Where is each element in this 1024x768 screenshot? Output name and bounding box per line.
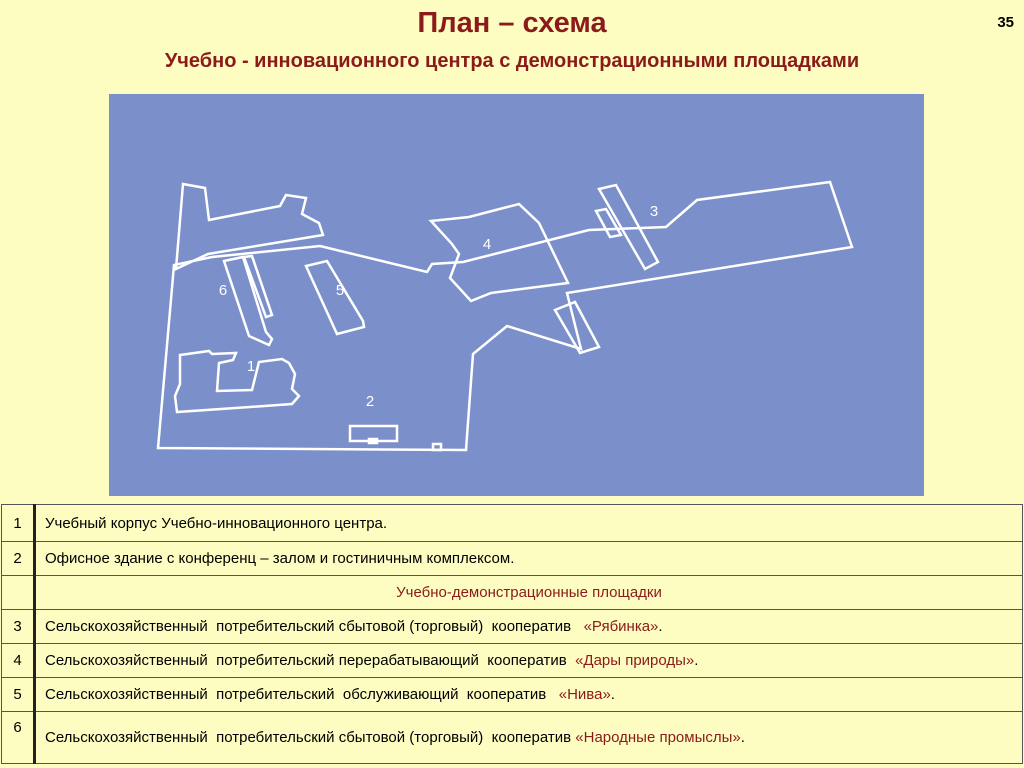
building-2-label: 2 — [365, 393, 375, 410]
legend-table — [1, 504, 1023, 764]
table-row — [2, 678, 1023, 712]
gate-marker — [433, 444, 441, 450]
cooperative-name: «Рябинка» — [583, 618, 659, 635]
row-number: 2 — [2, 542, 35, 576]
cooperative-name: «Нива» — [558, 686, 611, 703]
row-description: Сельскохозяйственный потребительский сбытовой (торговый) кооператив — [45, 729, 576, 746]
table-row — [2, 576, 1023, 610]
building-1-label: 1 — [246, 358, 256, 375]
row-description: Сельскохозяйственный потребительский сбытовой (торговый) кооператив — [45, 618, 584, 635]
row-number: 4 — [2, 644, 35, 678]
building-6-label: 6 — [218, 282, 228, 299]
row-description: Сельскохозяйственный потребительский перерабатывающий кооператив — [45, 652, 576, 669]
building-1-outline — [175, 351, 299, 412]
building-3-label: 3 — [649, 203, 659, 220]
table-row — [2, 644, 1023, 678]
page-title: План – схема — [417, 7, 607, 39]
table-row — [2, 542, 1023, 576]
row-number: 3 — [2, 610, 35, 644]
row-number: 1 — [2, 505, 35, 542]
row-text — [35, 712, 1023, 764]
table-row — [2, 610, 1023, 644]
block-outline — [555, 302, 599, 353]
row-period: . — [610, 686, 615, 703]
site-plan — [109, 94, 924, 496]
row-period: . — [694, 652, 699, 669]
table-row — [2, 505, 1023, 542]
row-description: Сельскохозяйственный потребительский обслуживающий кооператив — [45, 686, 559, 703]
cooperative-name: «Народные промыслы» — [575, 729, 741, 746]
row-period: . — [740, 729, 745, 746]
row-text: Офисное здание с конференц – залом и гостиничным комплексом. — [35, 542, 1023, 576]
row-number: 6 — [2, 712, 35, 764]
page-subtitle: Учебно - инновационного центра с демонстрационными площадками — [164, 50, 860, 72]
row-number-empty — [2, 576, 35, 610]
row-text — [35, 644, 1023, 678]
building-4-label: 4 — [482, 236, 492, 253]
row-number: 5 — [2, 678, 35, 712]
page-number: 35 — [997, 14, 1014, 31]
row-text: Учебный корпус Учебно-инновационного центра. — [35, 505, 1023, 542]
building-5-label: 5 — [335, 282, 345, 299]
row-period: . — [658, 618, 663, 635]
row-text — [35, 610, 1023, 644]
section-header: Учебно-демонстрационные площадки — [35, 576, 1023, 610]
table-row — [2, 712, 1023, 764]
row-text — [35, 678, 1023, 712]
cooperative-name: «Дары природы» — [575, 652, 695, 669]
